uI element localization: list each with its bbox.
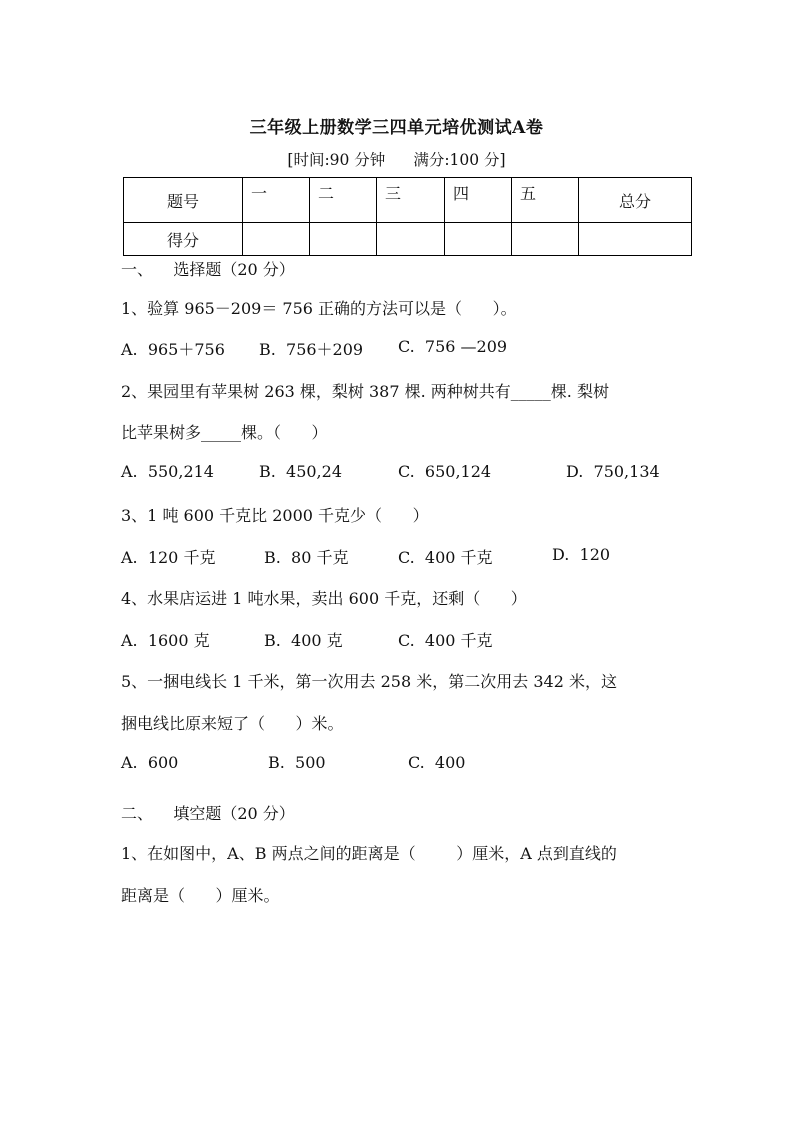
question-1-option-c: C. 756 —209 bbox=[398, 337, 508, 356]
question-3-option-d: D. 120 bbox=[552, 545, 611, 564]
question-3-option-b: B. 80 千克 bbox=[264, 548, 349, 567]
question-4-option-c: C. 400 千克 bbox=[398, 631, 493, 650]
question-5-option-b: B. 500 bbox=[268, 753, 326, 772]
score-table bbox=[123, 177, 692, 256]
question-5-option-c: C. 400 bbox=[408, 753, 466, 772]
score-table-header-row bbox=[124, 178, 692, 223]
score-table-score-row bbox=[124, 223, 692, 256]
question-3-option-c: C. 400 千克 bbox=[398, 548, 493, 567]
header-cell-4: 四 bbox=[445, 178, 512, 223]
exam-info bbox=[0, 148, 793, 170]
question-5-text-line1: 5、一捆电线长 1 千米，第一次用去 258 米，第二次用去 342 米，这 bbox=[121, 672, 617, 691]
question-2-option-c: C. 650,124 bbox=[398, 462, 492, 481]
question-4-option-b: B. 400 克 bbox=[264, 631, 343, 650]
question-1-text: 1、验算 965－209＝ 756 正确的方法可以是（ ）。 bbox=[121, 299, 517, 318]
question-1-option-a: A. 965＋756 bbox=[121, 340, 225, 359]
header-cell-1: 一 bbox=[243, 178, 310, 223]
score-cell-1[interactable] bbox=[243, 223, 310, 256]
question-3-option-a: A. 120 千克 bbox=[121, 548, 216, 567]
question-2-option-b: B. 450,24 bbox=[259, 462, 342, 481]
question-2-text-line1: 2、果园里有苹果树 263 棵，梨树 387 棵. 两种树共有_____棵. 梨树 bbox=[121, 382, 609, 401]
question-4-text: 4、水果店运进 1 吨水果，卖出 600 千克，还剩（ ） bbox=[121, 589, 527, 608]
time-limit: [时间:90 分钟 bbox=[287, 151, 386, 169]
exam-title: 三年级上册数学三四单元培优测试A卷 bbox=[249, 118, 544, 138]
question-5-option-a: A. 600 bbox=[121, 753, 179, 772]
header-cell-2: 二 bbox=[310, 178, 377, 223]
score-cell-5[interactable] bbox=[512, 223, 579, 256]
full-score: 满分:100 分] bbox=[413, 151, 506, 169]
fill-question-1-text-line2: 距离是（ ）厘米。 bbox=[121, 886, 280, 905]
score-cell-3[interactable] bbox=[377, 223, 445, 256]
question-5-text-line2: 捆电线比原来短了（ ）米。 bbox=[121, 714, 344, 733]
question-1-option-b: B. 756＋209 bbox=[259, 340, 364, 359]
header-cell-3: 三 bbox=[377, 178, 445, 223]
score-cell-4[interactable] bbox=[445, 223, 512, 256]
question-3-text: 3、1 吨 600 千克比 2000 千克少（ ） bbox=[121, 506, 429, 525]
question-4-option-a: A. 1600 克 bbox=[121, 631, 210, 650]
header-cell-5: 五 bbox=[512, 178, 579, 223]
score-cell-total[interactable] bbox=[579, 223, 692, 256]
fill-question-1-text-line1: 1、在如图中，A、B 两点之间的距离是（ ）厘米，A 点到直线的 bbox=[121, 844, 617, 863]
score-cell-2[interactable] bbox=[310, 223, 377, 256]
section1-heading: 一、 选择题（20 分） bbox=[121, 260, 295, 279]
score-row-label: 得分 bbox=[124, 223, 243, 256]
question-2-text-line2: 比苹果树多_____棵。（ ） bbox=[121, 423, 328, 442]
header-cell-question-number: 题号 bbox=[124, 178, 243, 223]
question-2-option-d: D. 750,134 bbox=[566, 462, 660, 481]
header-cell-total: 总分 bbox=[579, 178, 692, 223]
section2-heading: 二、 填空题（20 分） bbox=[121, 804, 295, 823]
question-2-option-a: A. 550,214 bbox=[121, 462, 214, 481]
